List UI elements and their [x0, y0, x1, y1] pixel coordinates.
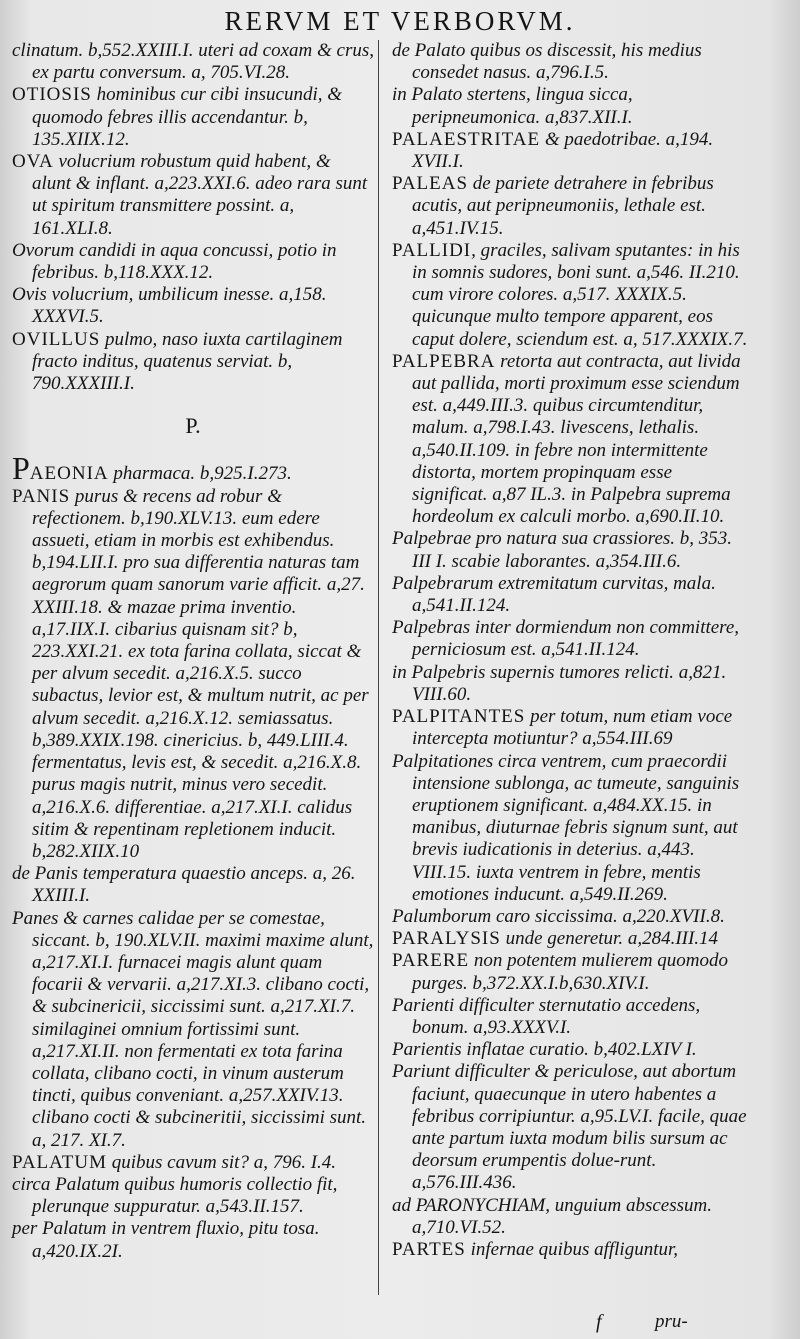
- index-entry: de Palato quibus os discessit, his medius consedet nasus. a,796.I.5.: [392, 40, 702, 84]
- index-entry: Palpitationes circa ventrem, cum praecordii intensione sublonga, ac tumeute, sanguinis eruptionem significant. a,484.XX.15. in manibus, diuturnae febris signum sunt, aut brevis iudicationis in deterius. a,443. VIII.15. iuxta ventrem in febre, mentis emotiones inducunt. a,549.II.269.: [392, 750, 740, 905]
- section-letter-p: P.: [185, 413, 201, 439]
- index-entry: PALLIDI, graciles, salivam sputantes: in his in somnis sudores, boni sunt. a,546. II.210. cum virore colores. a,517. XXXIX.5. quicunque multo tempore apparent, eos caput dolere, sciendum est. a, 517.XXXIX.7.: [392, 239, 748, 350]
- index-entry: Ovorum candidi in aqua concussi, potio in febribus. b,118.XXX.12.: [12, 239, 337, 284]
- index-entry: clinatum. b,552.XXIII.I. uteri ad coxam & crus, ex partu conversum. a, 705.VI.28.: [12, 40, 374, 84]
- index-entry: OVA volucrium robustum quid habent, & alunt & inflant. a,223.XXI.6. adeo rara sunt ut spiritum transmittere possint. a, 161.XLI.8.: [12, 151, 368, 239]
- catchword: pru-: [655, 1311, 688, 1332]
- index-entry: PARTES infernae quibus affliguntur,: [392, 1238, 679, 1260]
- running-head: RERVM ET VERBORVM.: [224, 6, 576, 36]
- index-entry: PALPEBRA retorta aut contracta, aut livida aut pallida, morti proximum esse sciendum est. a,449.III.3. quibus circumtenditur, malum. a,798.I.43. livescens, lethalis. a,540.II.109. in febre non intermittente distorta, mortem propinquam esse significat. a,87 IL.3. in Palpebra suprema hordeolum ex calculi morbo. a,690.II.10.: [392, 350, 741, 528]
- index-entry: PALEAS de pariete detrahere in febribus acutis, aut peripneumoniis, lethale est. a,451.IV.15.: [392, 173, 714, 239]
- index-entry: de Panis temperatura quaestio anceps. a, 26. XXIII.I.: [12, 863, 356, 907]
- index-entry: Ovis volucrium, umbilicum inesse. a,158. XXXVI.5.: [12, 284, 327, 328]
- index-entry: PALATUM quibus cavum sit? a, 796. I.4.: [12, 1151, 337, 1173]
- index-entry: Parienti difficulter sternutatio accedens, bonum. a,93.XXXV.I.: [392, 994, 701, 1038]
- index-entry: PARERE non potentem mulierem quomodo purges. b,372.XX.I.b,630.XIV.I.: [392, 950, 729, 994]
- index-entry: Pariunt difficulter & periculose, aut abortum faciunt, quaecunque in utero habentes a febribus corripiuntur. a,95.LV.I. facile, quae ante partum iuxta modum bilis sursum ac deorsum erumpentis dolue-runt. a,576.III.436.: [392, 1061, 747, 1194]
- index-entry: PAEONIA pharmaca. b,925.I.273.: [12, 450, 292, 487]
- drop-cap: P: [12, 450, 30, 487]
- index-entry: PALPITANTES per totum, num etiam voce intercepta motiuntur? a,554.III.69: [392, 706, 733, 750]
- right-column: [392, 40, 752, 1261]
- index-entry: ad PARONYCHIAM, unguium abscessum. a,710.VI.52.: [392, 1194, 713, 1238]
- index-entry: OVILLUS pulmo, naso iuxta cartilaginem fracto inditus, quatenus serviat. b, 790.XXXIII.I.: [12, 328, 343, 395]
- index-entry: PALAESTRITAE & paedotribae. a,194. XVII.I.: [392, 128, 714, 173]
- index-entry: Palpebrarum extremitatum curvitas, mala. a,541.II.124.: [392, 572, 716, 617]
- index-entry: Palpebras inter dormiendum non committere, perniciosum est. a,541.II.124.: [392, 617, 740, 661]
- index-entry: per Palatum in ventrem fluxio, pitu tosa. a,420.IX.2I.: [12, 1218, 320, 1262]
- index-entry: in Palato stertens, lingua sicca, peripneumonica. a,837.XII.I.: [392, 84, 633, 128]
- index-entry: in Palpebris supernis tumores relicti. a,821. VIII.60.: [392, 661, 727, 705]
- index-entry: PANIS purus & recens ad robur & refectionem. b,190.XLV.13. eum edere assueti, etiam in morbis est exhibendus. b,194.LII.I. pro sua differentia naturas tam aegrorum quam sanorum varie afficit. a,27. XXIII.18. & mazae prima inventio. a,17.IIX.I. cibarius quisnam sit? b, 223.XXI.21. ex tota farina collata, siccat & per alvum secedit. a,216.X.5. succo subactus, levior est, & multum nutrit, ac per alvum secedit. a,216.X.12. semiassatus. b,389.XXIX.198. cinericius. b, 449.LIII.4. fermentatus, levis est, & secedit. a,216.X.8. purus magis nutrit, minus vero secedit. a,216.X.6. differentiae. a,217.XI.I. calidus sitim & repentinam repletionem inducit. b,282.XIIX.10: [12, 485, 369, 862]
- index-entry: OTIOSIS hominibus cur cibi insucundi, & quomodo febres illis accendantur. b, 135.XIIX.12.: [12, 84, 342, 150]
- index-entry: Panes & carnes calidae per se comestae, siccant. b, 190.XLV.II. maximi maxime alunt, a,217.XI.I. furnacei magis alunt quam focarii & vervarii. a,217.XI.3. clibano cocti, & subcinericii, siccissimi sunt. a,217.XI.7. similaginei omnium fortissimi sunt. a,217.XI.II. non fermentati ex tota farina collata, clibano cocti, in vinum austerum tincti, quibus conveniant. a,257.XXIV.13. clibano cocti & subcineritii, siccissimi sunt. a, 217. XI.7.: [12, 907, 374, 1151]
- index-entry: PARALYSIS unde generetur. a,284.III.14: [392, 928, 719, 950]
- index-entry: Palpebrae pro natura sua crassiores. b, 353. III I. scabie laborantes. a,354.III.6.: [392, 528, 733, 572]
- index-entry: circa Palatum quibus humoris collectio fit, plerunque suppuratur. a,543.II.157.: [12, 1173, 338, 1218]
- index-entry: Parientis inflatae curatio. b,402.LXIV I.: [392, 1039, 697, 1061]
- column-divider: [378, 40, 379, 1295]
- signature-mark: f: [596, 1311, 602, 1333]
- index-entry: Palumborum caro siccissima. a,220.XVII.8.: [392, 905, 725, 927]
- left-column: [12, 40, 374, 1263]
